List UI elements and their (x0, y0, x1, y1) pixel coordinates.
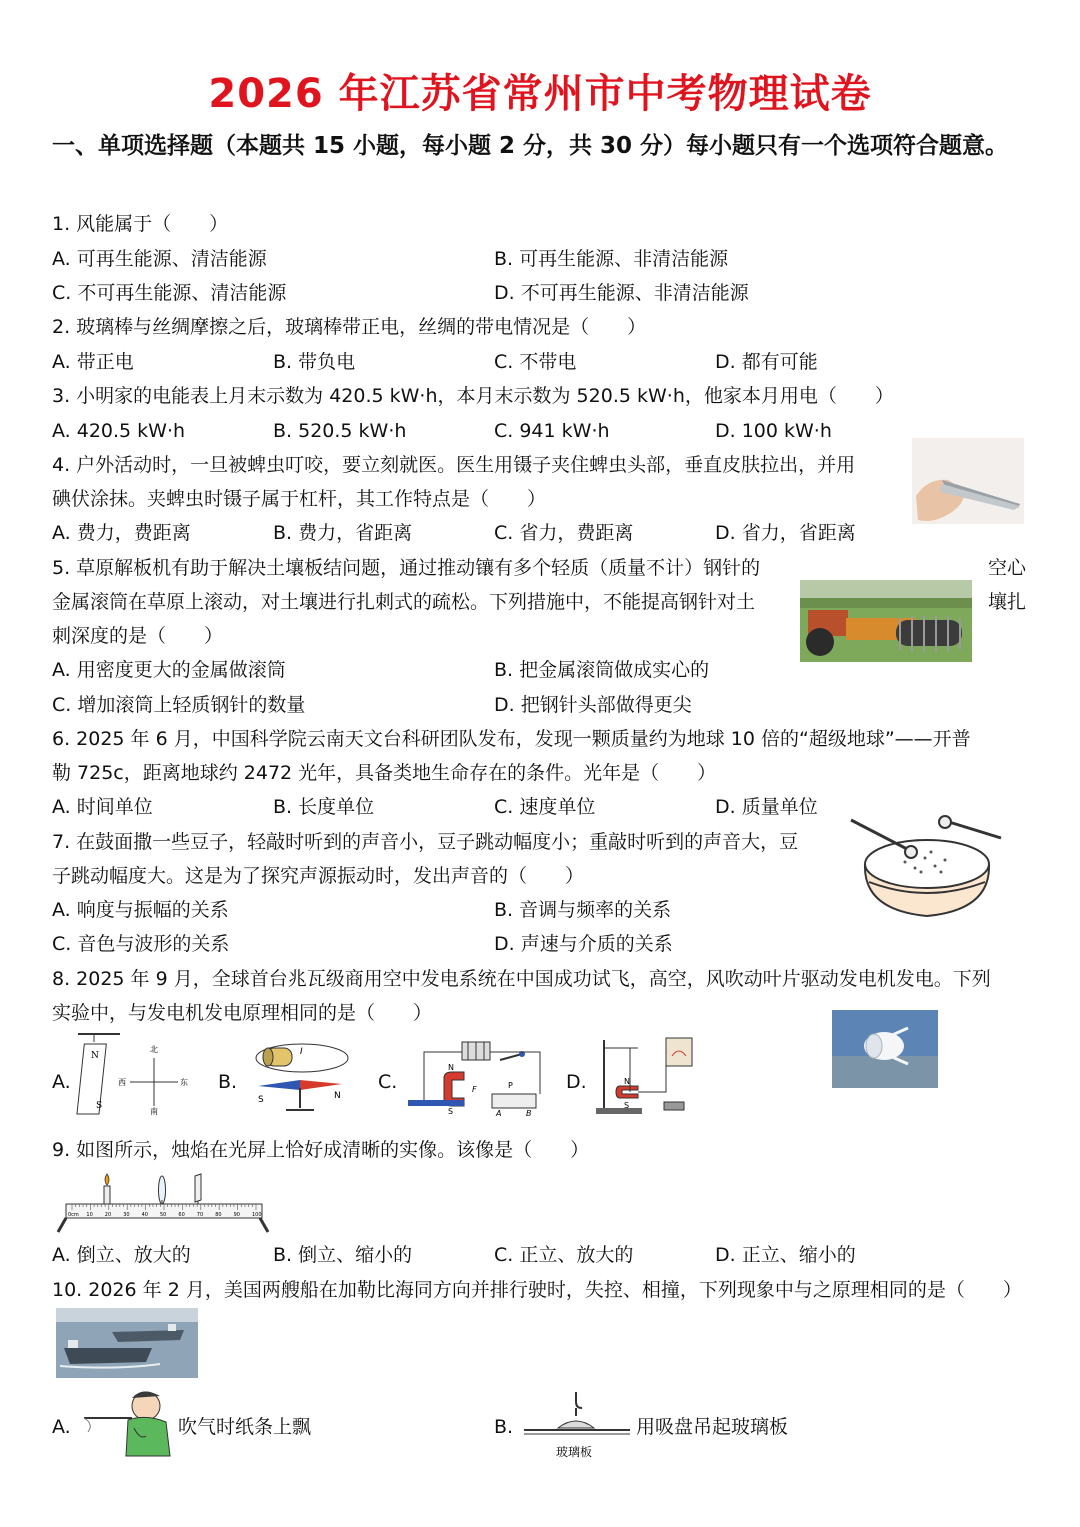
q7-option-b[interactable]: B. 音调与频率的关系 (494, 899, 672, 921)
ruler-tick-label: 90 (233, 1212, 240, 1218)
q3-option-a[interactable]: A. 420.5 kW·h (52, 420, 186, 442)
fig-d-n: N (624, 1077, 630, 1086)
q3-stem: 3. 小明家的电能表上月末示数为 420.5 kW·h，本月末示数为 520.5 kW·h，他家本月用电（ ） (52, 385, 894, 407)
q5-option-c[interactable]: C. 增加滚筒上轻质钢针的数量 (52, 694, 306, 716)
ruler-tick-label: 40 (141, 1212, 148, 1218)
glass-plate-label: 玻璃板 (556, 1445, 593, 1459)
ruler-tick-label: 20 (104, 1212, 112, 1218)
ruler-tick-label: 0cm (68, 1212, 79, 1218)
ruler-tick-label: 10 (86, 1212, 93, 1218)
q10-option-a[interactable]: A. (52, 1416, 71, 1438)
q1-option-d[interactable]: D. 不可再生能源、非清洁能源 (494, 282, 749, 304)
fig-a-s: S (96, 1101, 103, 1111)
fig-b-i: I (300, 1047, 303, 1057)
q5-stem-line2: 金属滚筒在草原上滚动，对土壤进行扎刺式的疏松。下列措施中，不能提高钢针对土 (52, 591, 756, 613)
q6-stem-line1: 6. 2025 年 6 月，中国科学院云南天文台科研团队发布，发现一颗质量约为地球 10 倍的“超级地球”——开普 (52, 728, 971, 750)
q4-option-b[interactable]: B. 费力，省距离 (273, 522, 413, 544)
q4-stem-line1: 4. 户外活动时，一旦被蜱虫叮咬，要立刻就医。医生用镊子夹住蜱虫头部，垂直皮肤拉出，并用 (52, 454, 856, 476)
blowing-paper-figure (80, 1384, 172, 1458)
q2-option-c[interactable]: C. 不带电 (494, 351, 577, 373)
q5-option-a[interactable]: A. 用密度更大的金属做滚筒 (52, 659, 286, 681)
fig-a-west: 西 (118, 1078, 126, 1087)
fig-a-south: 南 (150, 1107, 158, 1116)
tweezers-figure (912, 438, 1024, 524)
fig-c-a: A (496, 1109, 502, 1116)
suction-cup-figure (518, 1388, 636, 1464)
q7-option-c[interactable]: C. 音色与波形的关系 (52, 933, 230, 955)
q5-option-b[interactable]: B. 把金属滚筒做成实心的 (494, 659, 710, 681)
q6-option-c[interactable]: C. 速度单位 (494, 796, 596, 818)
q8-stem-line2: 实验中，与发电机发电原理相同的是（ ） (52, 1002, 433, 1024)
fig-c-n: N (448, 1063, 454, 1072)
aerator-machine-photo (800, 580, 972, 662)
q1-option-c[interactable]: C. 不可再生能源、清洁能源 (52, 282, 287, 304)
q5-stem-line1-end: 空心 (988, 557, 1027, 579)
fig-a-east: 东 (180, 1078, 188, 1087)
ruler-tick-label: 30 (123, 1212, 130, 1218)
q1-option-a[interactable]: A. 可再生能源、清洁能源 (52, 248, 267, 270)
q6-stem-line2: 勒 725c，距离地球约 2472 光年，具备类地生命存在的条件。光年是（ ） (52, 762, 717, 784)
q8-figure-d-galvanometer (594, 1032, 698, 1118)
q6-option-b[interactable]: B. 长度单位 (273, 796, 375, 818)
fig-b-s: S (258, 1095, 264, 1105)
q6-option-d[interactable]: D. 质量单位 (715, 796, 818, 818)
q2-stem: 2. 玻璃棒与丝绸摩擦之后，玻璃棒带正电，丝绸的带电情况是（ ） (52, 316, 647, 338)
fig-d-s: S (624, 1101, 630, 1110)
fig-a-n: N (91, 1051, 99, 1061)
q6-option-a[interactable]: A. 时间单位 (52, 796, 153, 818)
q2-option-d[interactable]: D. 都有可能 (715, 351, 818, 373)
q3-option-c[interactable]: C. 941 kW·h (494, 420, 610, 442)
q8-stem-line1: 8. 2025 年 9 月，全球首台兆瓦级商用空中发电系统在中国成功试飞，高空，风吹动叶片驱动发电机发电。下列 (52, 968, 991, 990)
q5-stem-line1: 5. 草原解板机有助于解决土壤板结问题，通过推动镶有多个轻质（质量不计）钢针的 (52, 557, 761, 579)
fig-c-p: P (508, 1081, 513, 1090)
q1-stem: 1. 风能属于（ ） (52, 213, 229, 235)
ships-photo (56, 1308, 198, 1378)
q9-option-b[interactable]: B. 倒立、缩小的 (273, 1244, 413, 1266)
q5-option-d[interactable]: D. 把钢针头部做得更尖 (494, 694, 692, 716)
q10-stem: 10. 2026 年 2 月，美国两艘船在加勒比海同方向并排行驶时，失控、相撞，下列现象中与之原理相同的是（ ） (52, 1279, 1022, 1301)
ruler-tick-label: 100 (252, 1212, 262, 1218)
fig-c-f: F (472, 1085, 477, 1094)
ruler-tick-label: 60 (178, 1212, 185, 1218)
q1-option-b[interactable]: B. 可再生能源、非清洁能源 (494, 248, 729, 270)
airborne-generator-photo (832, 1010, 938, 1088)
q3-option-b[interactable]: B. 520.5 kW·h (273, 420, 407, 442)
q8-option-b[interactable]: B. (218, 1071, 238, 1093)
ruler-tick-label: 80 (215, 1212, 222, 1218)
q3-option-d[interactable]: D. 100 kW·h (715, 420, 832, 442)
q8-figure-b-solenoid-needle (244, 1028, 356, 1120)
q2-option-b[interactable]: B. 带负电 (273, 351, 356, 373)
q2-option-a[interactable]: A. 带正电 (52, 351, 134, 373)
q8-option-a[interactable]: A. (52, 1071, 71, 1093)
q7-option-a[interactable]: A. 响度与振幅的关系 (52, 899, 229, 921)
q5-stem-line2-end: 壤扎 (988, 591, 1027, 613)
q4-option-a[interactable]: A. 费力，费距离 (52, 522, 191, 544)
q8-figure-c-motor-circuit (404, 1032, 546, 1116)
q9-option-c[interactable]: C. 正立、放大的 (494, 1244, 634, 1266)
q10-option-b-text: 用吸盘吊起玻璃板 (636, 1416, 789, 1438)
q8-figure-a-compass-magnet (74, 1028, 200, 1120)
q10-option-b[interactable]: B. (494, 1416, 514, 1438)
q4-stem-line2: 碘伏涂抹。夹蜱虫时镊子属于杠杆，其工作特点是（ ） (52, 488, 547, 510)
section-heading: 一、单项选择题（本题共 15 小题，每小题 2 分，共 30 分）每小题只有一个选项符合题意。 (52, 133, 1009, 159)
ruler-tick-label: 50 (160, 1212, 167, 1218)
q5-stem-line3: 刺深度的是（ ） (52, 625, 224, 647)
q7-stem-line1: 7. 在鼓面撒一些豆子，轻敲时听到的声音小，豆子跳动幅度小；重敲时听到的声音大，豆 (52, 831, 799, 853)
q10-option-a-text: 吹气时纸条上飘 (178, 1416, 312, 1438)
q9-stem: 9. 如图所示，烛焰在光屏上恰好成清晰的实像。该像是（ ） (52, 1139, 590, 1161)
q8-option-c[interactable]: C. (378, 1071, 398, 1093)
q9-option-a[interactable]: A. 倒立、放大的 (52, 1244, 191, 1266)
fig-c-s: S (448, 1107, 454, 1116)
paper-title: 2026 年江苏省常州市中考物理试卷 (208, 71, 872, 117)
fig-b-n: N (334, 1091, 341, 1101)
q9-option-d[interactable]: D. 正立、缩小的 (715, 1244, 856, 1266)
fig-a-north: 北 (150, 1045, 158, 1054)
q7-stem-line2: 子跳动幅度大。这是为了探究声源振动时，发出声音的（ ） (52, 865, 585, 887)
optical-bench-figure (52, 1170, 274, 1238)
fig-c-b: B (526, 1109, 532, 1116)
q4-option-c[interactable]: C. 省力，费距离 (494, 522, 634, 544)
drum-figure (845, 812, 1005, 920)
q8-option-d[interactable]: D. (566, 1071, 587, 1093)
q4-option-d[interactable]: D. 省力，省距离 (715, 522, 856, 544)
q7-option-d[interactable]: D. 声速与介质的关系 (494, 933, 673, 955)
ruler-tick-label: 70 (196, 1212, 204, 1218)
